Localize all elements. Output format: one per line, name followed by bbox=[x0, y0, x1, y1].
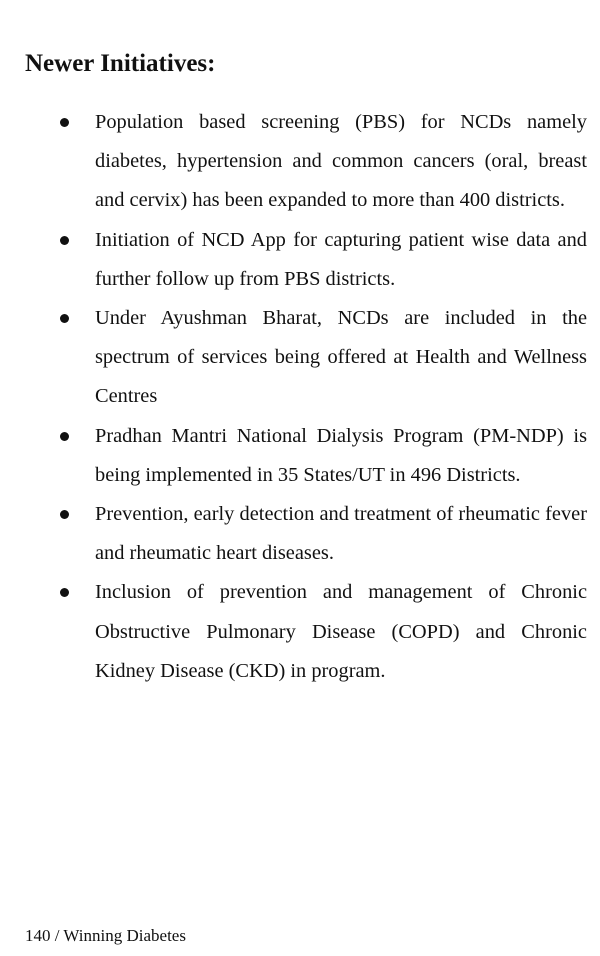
list-item bbox=[0, 417, 600, 495]
bullet-icon bbox=[60, 432, 69, 441]
page-footer: 140 / Winning Diabetes bbox=[25, 926, 186, 945]
initiatives-list bbox=[0, 103, 600, 691]
list-item bbox=[0, 299, 600, 417]
list-item bbox=[0, 221, 600, 299]
bullet-icon bbox=[60, 118, 69, 127]
list-item bbox=[0, 103, 600, 221]
bullet-icon bbox=[60, 236, 69, 245]
bullet-icon bbox=[60, 314, 69, 323]
bullet-icon bbox=[60, 588, 69, 597]
list-item-text: Inclusion of prevention and management of Chronic Obstructive Pulmonary Disease (COPD) and Chronic Kidney Disease (CKD) in program. bbox=[95, 581, 587, 682]
list-item-text: Pradhan Mantri National Dialysis Program (PM-NDP) is being implemented in 35 States/UT in 496 Districts. bbox=[95, 424, 587, 486]
list-item-text: Initiation of NCD App for capturing patient wise data and further follow up from PBS districts. bbox=[95, 228, 587, 290]
section-heading: Newer Initiatives: bbox=[25, 50, 216, 77]
list-item bbox=[0, 495, 600, 573]
list-item-text: Population based screening (PBS) for NCDs namely diabetes, hypertension and common cancers (oral, breast and cervix) has been expanded to more than 400 districts. bbox=[95, 111, 587, 212]
list-item-text: Under Ayushman Bharat, NCDs are included in the spectrum of services being offered at Health and Wellness Centres bbox=[95, 307, 587, 408]
list-item-text: Prevention, early detection and treatment of rheumatic fever and rheumatic heart diseases. bbox=[95, 503, 587, 565]
bullet-icon bbox=[60, 510, 69, 519]
list-item bbox=[0, 573, 600, 691]
